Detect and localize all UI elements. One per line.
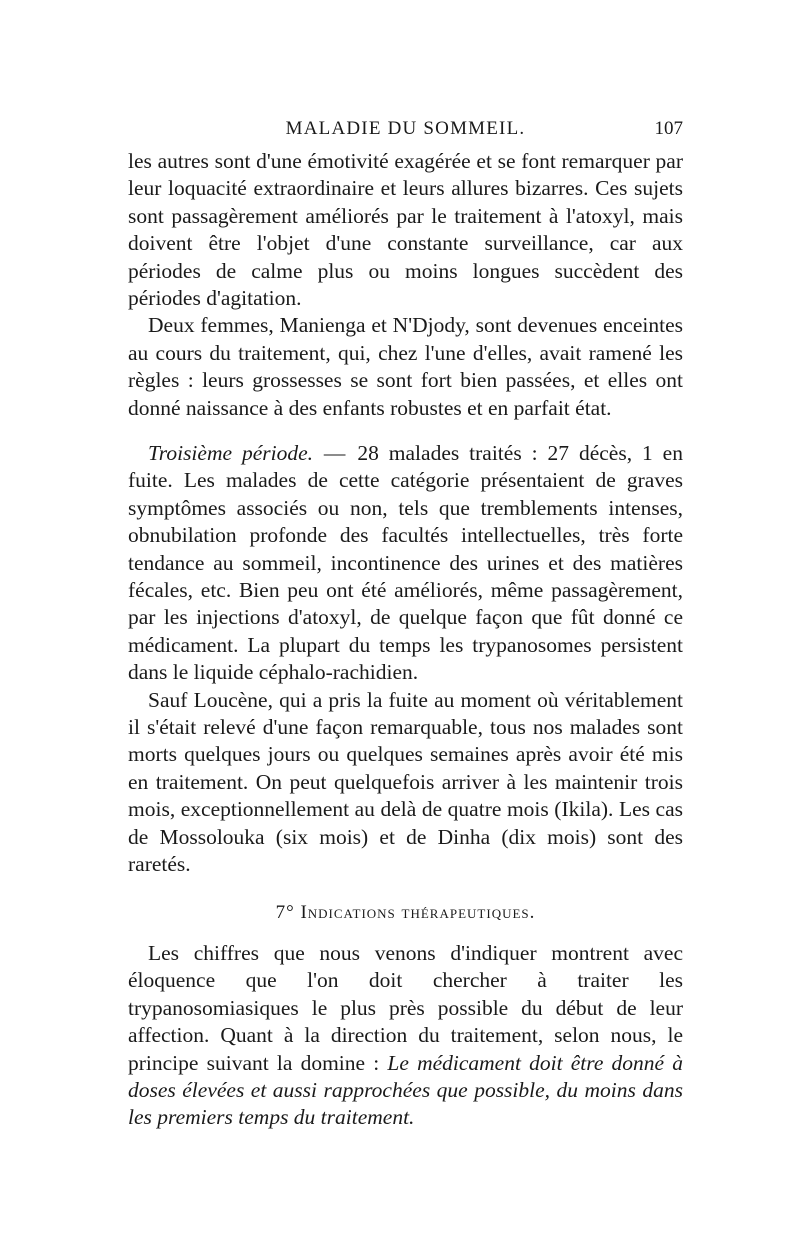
period-label: Troisième période.: [148, 441, 313, 465]
paragraph-4: Sauf Loucène, qui a pris la fuite au moment où véritablement il s'était relevé d'une façon remarquable, tous nos malades sont morts quelques jours ou quelques semaines après avoir été mis en traitement. On peut quelquefois arriver à les maintenir trois mois, exceptionnellement au delà de quatre mois (Ikila). Les cas de Mossolouka (six mois) et de Dinha (dix mois) sont des raretés.: [128, 687, 683, 877]
running-title: MALADIE DU SOMMEIL.: [285, 118, 526, 139]
running-head: [128, 118, 683, 146]
text-block-upper: [128, 148, 683, 422]
text-block-lower: [128, 940, 683, 1132]
paragraph-3-text: 28 malades traités : 27 décès, 1 en fuite. Les malades de cette catégorie présentaient de graves symptômes associés ou non, tels que tremblements intenses, obnubilation profonde des facultés intellectuelles, très forte tendance au sommeil, incontinence des urines et des matières fécales, etc. Bien peu ont été améliorés, même passagèrement, par les injections d'atoxyl, de quelque façon que fût donné ce médicament. La plupart du temps les trypanosomes persistent dans le liquide céphalo-rachidien.: [128, 441, 683, 685]
paragraph-3: [128, 440, 683, 687]
therapeutic-principle: Le médicament doit être donné à doses élevées et aussi rapprochées que possible, du moins dans les premiers temps du traitement.: [128, 1050, 683, 1130]
paragraph-2: Deux femmes, Manienga et N'Djody, sont devenues enceintes au cours du traitement, qui, chez l'une d'elles, avait ramené les règles : leurs grossesses se sont fort bien passées, et elles ont donné naissance à des enfants robustes et en parfait état.: [128, 313, 683, 420]
paragraph-5-text: Les chiffres que nous venons d'indiquer montrent avec éloquence que l'on doit chercher à traiter les trypanosomiasiques le plus près possible du début de leur affection. Quant à la direction du traitement, selon nous, le principe suivant la domine :: [128, 941, 683, 1075]
page-number: 107: [654, 118, 683, 139]
paragraph-5: [128, 940, 683, 1132]
section-heading: 7° Indications thérapeutiques.: [275, 902, 536, 923]
paragraph-1: les autres sont d'une émotivité exagérée et se font remarquer par leur loquacité extraordinaire et leurs allures bizarres. Ces sujets sont passagèrement améliorés par le traitement à l'atoxyl, mais doivent être l'objet d'une constante surveillance, car aux périodes de calme plus ou moins longues succèdent des périodes d'agitation.: [128, 149, 683, 311]
em-dash: —: [313, 441, 358, 465]
text-block-middle: [128, 440, 683, 879]
